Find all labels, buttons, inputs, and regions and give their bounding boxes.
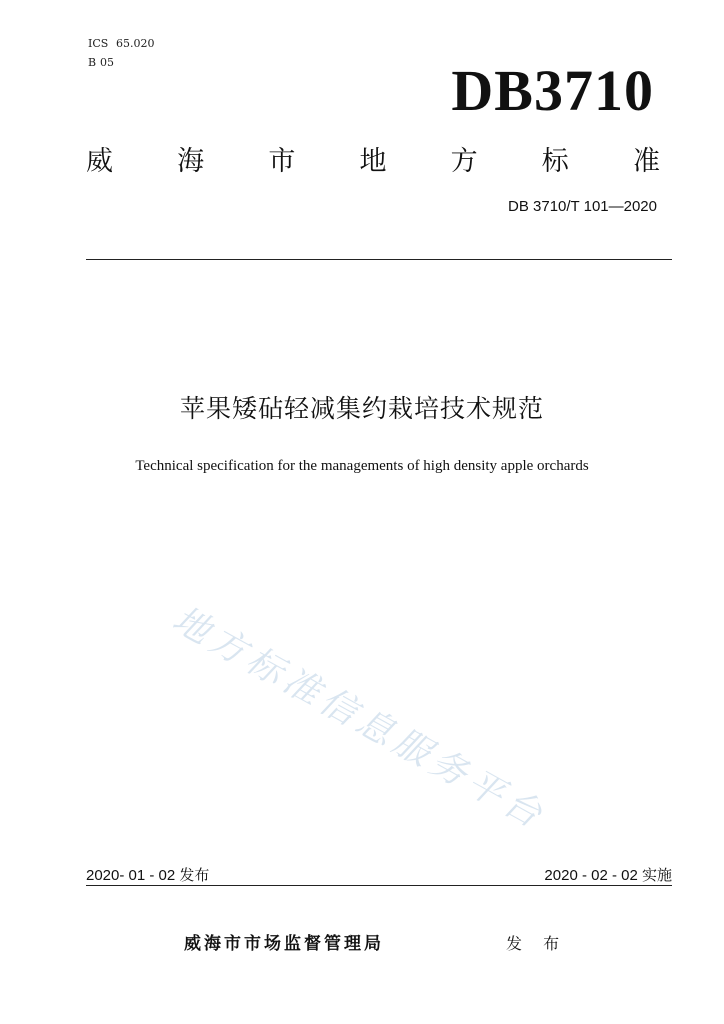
standard-type-char: 市: [268, 146, 296, 177]
ics-classification: [88, 37, 155, 51]
document-title-chinese: 苹果矮砧轻减集约栽培技术规范: [179, 394, 544, 423]
category-classification: [88, 56, 114, 70]
watermark-text: 地方标准信息服务平台: [165, 598, 553, 839]
bottom-divider: [86, 885, 672, 886]
standard-number: DB 3710/T 101—2020: [508, 198, 657, 215]
document-code: DB3710: [451, 58, 654, 123]
category-label: B: [88, 56, 97, 69]
issue-date: 2020- 01 - 02 发布: [86, 867, 210, 884]
document-title-english: Technical specification for the managements of high density apple orchards: [135, 458, 589, 474]
ics-code: 65.020: [116, 37, 155, 50]
standard-type-heading: [86, 142, 660, 182]
standard-type-char: 威: [86, 146, 113, 177]
issuing-authority: 威海市市场监督管理局: [184, 934, 384, 954]
standard-type-char: 标: [541, 146, 569, 177]
implementation-date: 2020 - 02 - 02 实施: [544, 867, 672, 884]
standard-type-char: 地: [359, 146, 387, 177]
standard-type-char: 海: [177, 146, 205, 177]
category-code: 05: [100, 56, 114, 69]
issue-label: 发 布: [506, 934, 568, 953]
standard-type-char: 准: [632, 146, 660, 177]
top-divider: [86, 259, 672, 260]
standard-type-char: 方: [450, 146, 478, 177]
ics-label: ICS: [88, 37, 109, 50]
